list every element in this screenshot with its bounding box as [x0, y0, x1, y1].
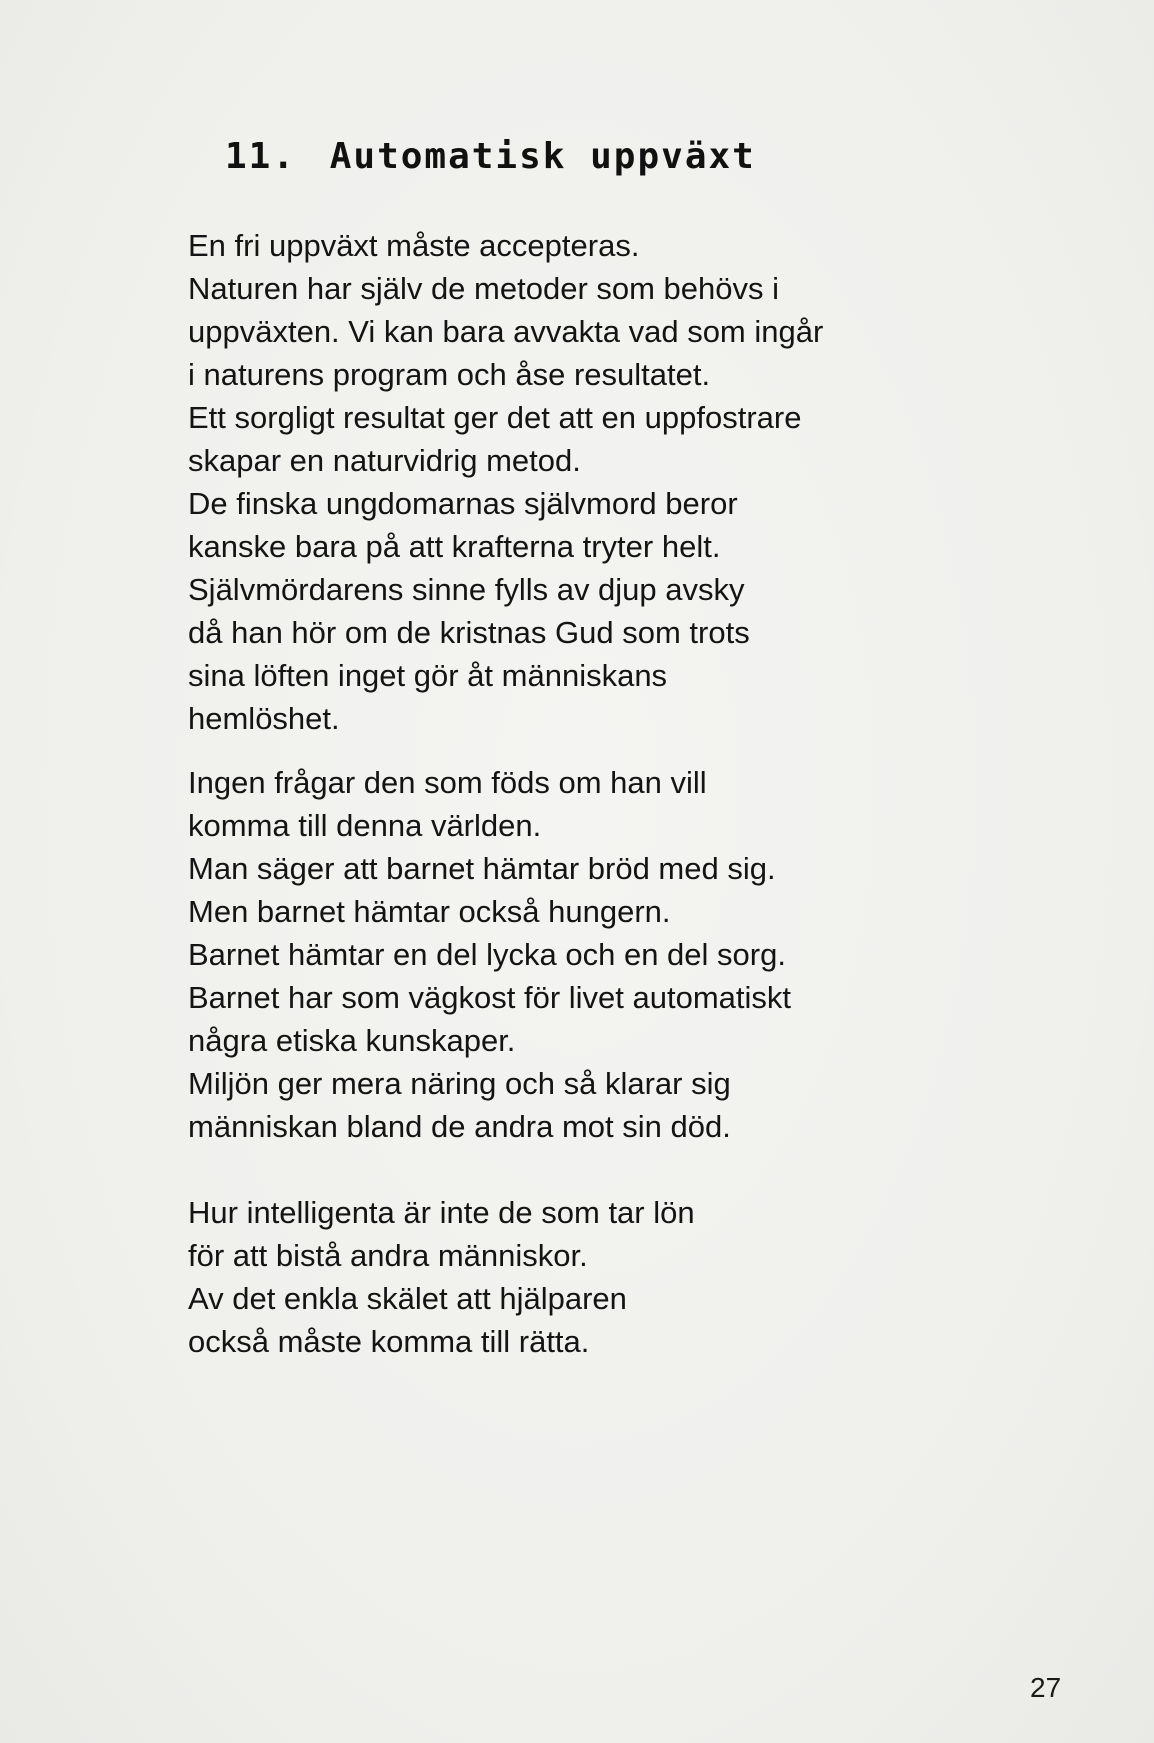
poem-line: komma till denna världen. — [188, 808, 542, 843]
poem-line: Barnet hämtar en del lycka och en del sorg. — [188, 937, 786, 972]
poem-line: En fri uppväxt måste accepteras. — [188, 228, 640, 263]
poem-line: Ingen frågar den som föds om han vill — [188, 765, 707, 800]
chapter-heading — [225, 136, 756, 177]
poem-body — [188, 224, 1088, 1363]
stanza-3 — [188, 1191, 1088, 1363]
poem-line: Men barnet hämtar också hungern. — [188, 894, 671, 929]
chapter-number: 11. — [225, 136, 297, 177]
stanza-1 — [188, 224, 1088, 740]
poem-line: De finska ungdomarnas självmord beror — [188, 486, 738, 521]
poem-line: då han hör om de kristnas Gud som trots — [188, 615, 750, 650]
poem-line: människan bland de andra mot sin död. — [188, 1109, 731, 1144]
poem-line: sina löften inget gör åt människans — [188, 658, 668, 693]
chapter-title: Automatisk uppväxt — [329, 136, 756, 177]
poem-line: Ett sorgligt resultat ger det att en uppfostrare — [188, 400, 802, 435]
poem-line: Självmördarens sinne fylls av djup avsky — [188, 572, 745, 607]
poem-line: uppväxten. Vi kan bara avvakta vad som ingår — [188, 314, 824, 349]
poem-line: några etiska kunskaper. — [188, 1023, 516, 1058]
poem-line: Av det enkla skälet att hjälparen — [188, 1281, 627, 1316]
poem-line: hemlöshet. — [188, 701, 340, 736]
poem-line: Barnet har som vägkost för livet automatiskt — [188, 980, 792, 1015]
poem-line: kanske bara på att krafterna tryter helt. — [188, 529, 721, 564]
poem-line: skapar en naturvidrig metod. — [188, 443, 581, 478]
poem-line: Man säger att barnet hämtar bröd med sig. — [188, 851, 776, 886]
poem-line: för att bistå andra människor. — [188, 1238, 588, 1273]
poem-line: i naturens program och åse resultatet. — [188, 357, 711, 392]
poem-line: Naturen har själv de metoder som behövs i — [188, 271, 780, 306]
poem-line: också måste komma till rätta. — [188, 1324, 590, 1359]
page-number: 27 — [1030, 1672, 1062, 1703]
poem-line: Hur intelligenta är inte de som tar lön — [188, 1195, 695, 1230]
poem-line: Miljön ger mera näring och så klarar sig — [188, 1066, 731, 1101]
stanza-2 — [188, 761, 1088, 1148]
